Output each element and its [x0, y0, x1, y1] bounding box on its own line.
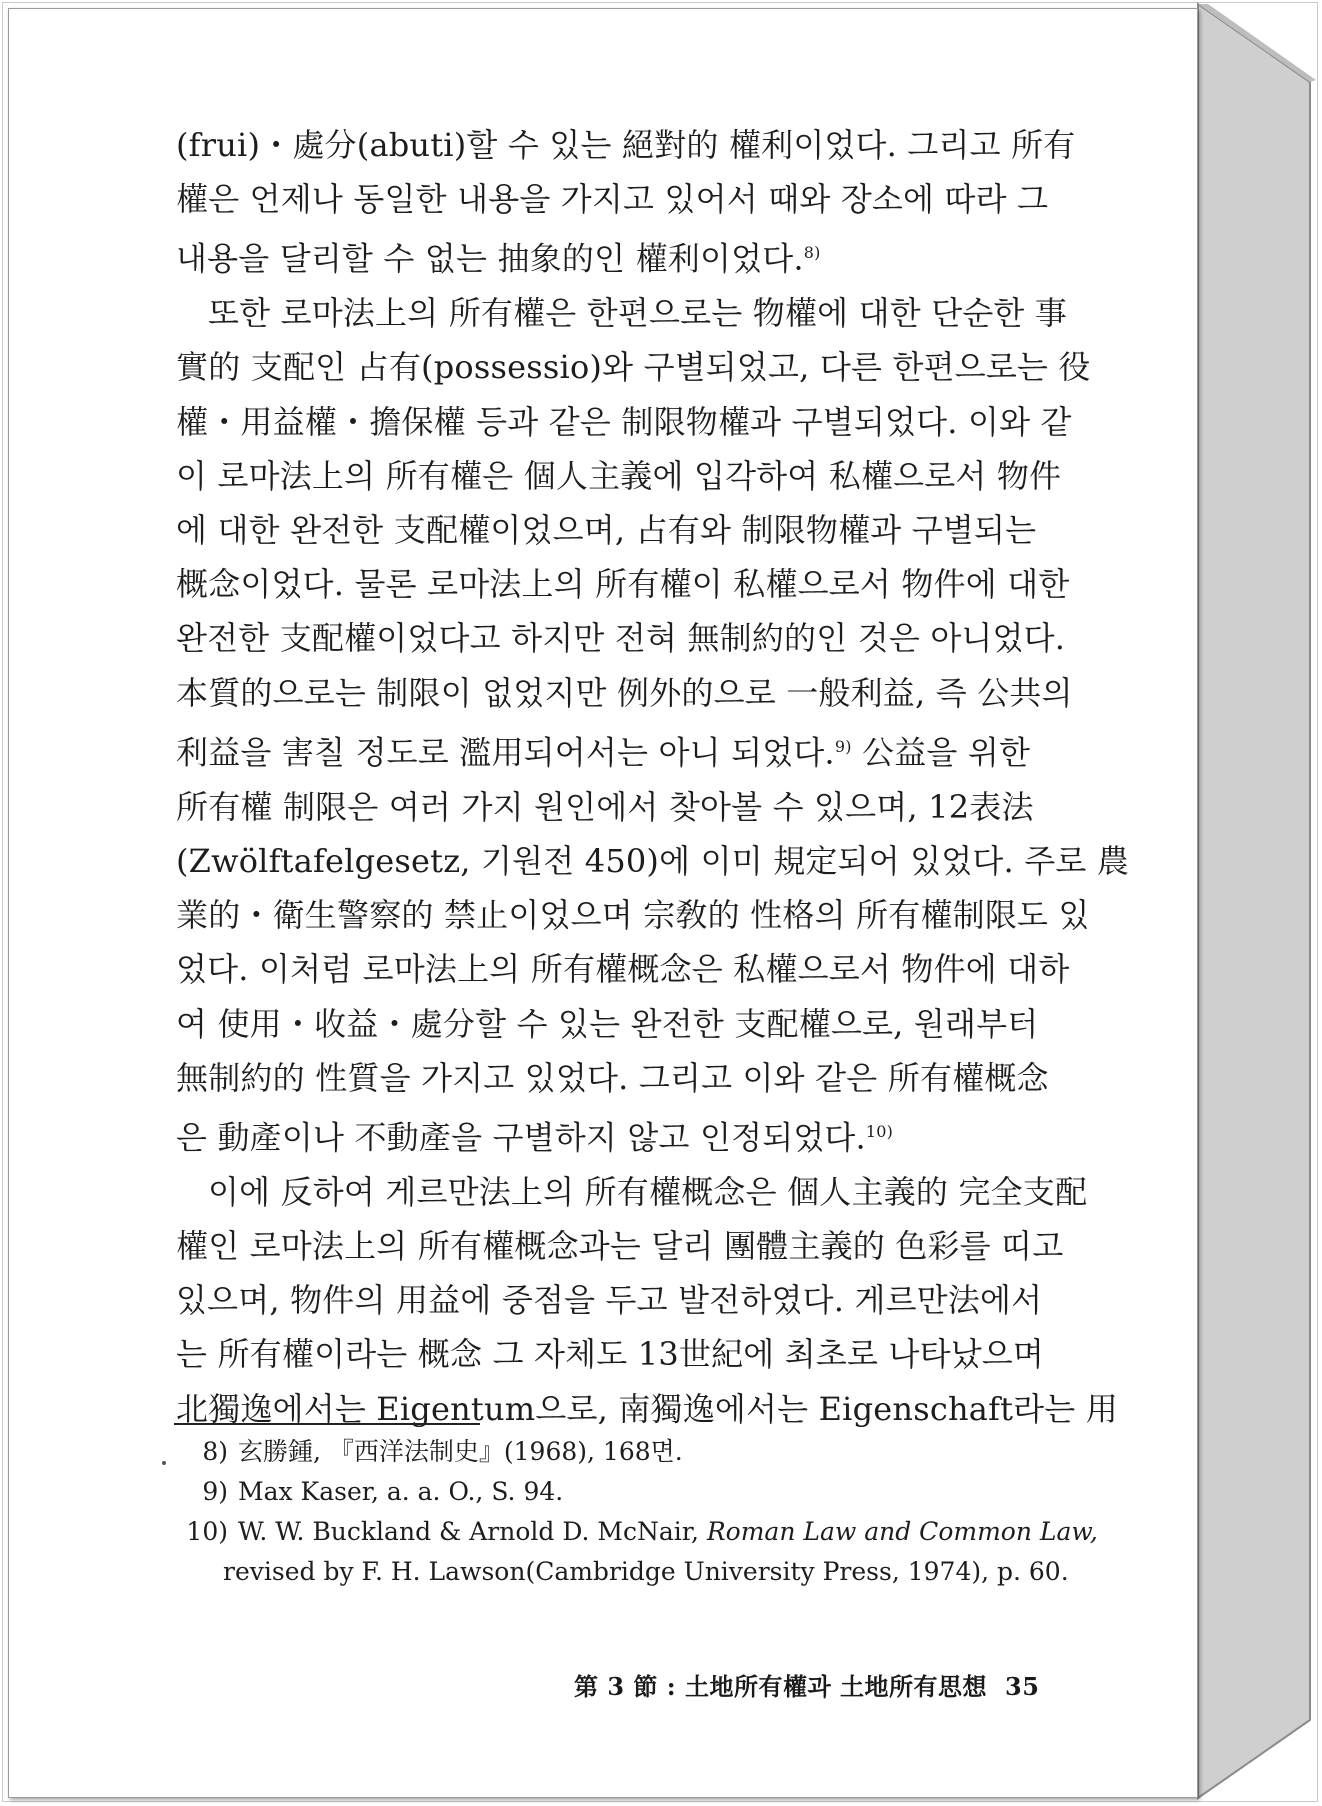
- footnote-9: [178, 1472, 1038, 1512]
- text-line: 완전한 支配權이었다고 하지만 전혀 無制約的인 것은 아니었다.: [176, 619, 1066, 658]
- text-line: 은 動產이나 不動產을 구별하지 않고 인정되었다.$^{10)}$: [176, 1118, 894, 1157]
- footnote-10: [178, 1512, 1098, 1552]
- footnote-text: 玄勝鍾, 『西洋法制史』(1968), 168면.: [238, 1437, 683, 1466]
- text-line: 業的・衛生警察的 禁止이었으며 宗敎的 性格의 所有權制限도 있: [176, 896, 1090, 935]
- footnotes: [178, 1432, 1098, 1592]
- section-title: 第 3 節 : 土地所有權과 土地所有思想: [574, 1672, 988, 1701]
- scan-speck: [162, 1461, 166, 1465]
- text-line: (Zwölftafelgesetz, 기원전 450)에 이미 規定되어 있었다. 주로 農: [176, 841, 1130, 880]
- text-line: (frui)・處分(abuti)할 수 있는 絕對的 權利이었다. 그리고 所有: [176, 126, 1076, 164]
- footnote-8: [178, 1432, 1038, 1472]
- text-line: 여 使用・收益・處分할 수 있는 완전한 支配權으로, 원래부터: [176, 1004, 1039, 1043]
- footnote-text: W. W. Buckland & Arnold D. McNair,: [238, 1517, 707, 1546]
- text-line: 本質的으로는 制限이 없었지만 例外的으로 一般利益, 즉 公共의: [176, 673, 1073, 712]
- text-line: 無制約的 性質을 가지고 있었다. 그리고 이와 같은 所有權概念: [176, 1058, 1049, 1097]
- page-number: 35: [1005, 1672, 1040, 1701]
- text-line: 있으며, 物件의 用益에 중점을 두고 발전하였다. 게르만法에서: [176, 1281, 1043, 1320]
- text-line: 實的 支配인 占有(possessio)와 구별되었고, 다른 한편으로는 役: [176, 348, 1091, 387]
- text-line: 概念이었다. 물론 로마法上의 所有權이 私權으로서 物件에 대한: [176, 565, 1070, 604]
- text-line: 利益을 害칠 정도로 濫用되어서는 아니 되었다.$^{9)}$ 公益을 위한: [176, 733, 1031, 772]
- body-text: [176, 118, 1130, 1436]
- text-line: 權・用益權・擔保權 등과 같은 制限物權과 구별되었다. 이와 같: [176, 402, 1072, 441]
- footnote-number: 10): [186, 1517, 228, 1546]
- footnote-divider: [174, 1423, 480, 1425]
- footnote-number: 9): [202, 1477, 228, 1506]
- text-line: 내용을 달리할 수 없는 抽象的인 權利이었다.$^{8)}$: [176, 240, 821, 279]
- running-footer: [574, 1667, 1039, 1702]
- footnote-ref: 9): [834, 736, 852, 756]
- footnote-number: 8): [202, 1437, 228, 1466]
- footnote-text: revised by F. H. Lawson(Cambridge University Press, 1974), p. 60.: [223, 1557, 1069, 1586]
- text-line: 이에 反하여 게르만法上의 所有權概念은 個人主義的 完全支配: [208, 1172, 1088, 1211]
- footnote-title: Roman Law and Common Law,: [706, 1517, 1098, 1546]
- text-line: 權은 언제나 동일한 내용을 가지고 있어서 때와 장소에 따라 그: [176, 180, 1049, 219]
- footnote-10-continuation: [178, 1552, 1069, 1592]
- footnote-ref: 8): [803, 243, 821, 263]
- text-line: 이 로마法上의 所有權은 個人主義에 입각하여 私權으로서 物件: [176, 456, 1062, 495]
- text-line: 北獨逸에서는 Eigentum으로, 南獨逸에서는 Eigenschaft라는 用: [176, 1389, 1118, 1428]
- text-line: 또한 로마法上의 所有權은 한편으로는 物權에 대한 단순한 事: [208, 294, 1068, 333]
- footnote-ref: 10): [865, 1121, 894, 1141]
- text-line: 所有權 制限은 여러 가지 원인에서 찾아볼 수 있으며, 12表法: [176, 787, 1034, 826]
- text-line: 에 대한 완전한 支配權이었으며, 占有와 制限物權과 구별되는: [176, 511, 1037, 550]
- text-line: 었다. 이처럼 로마法上의 所有權概念은 私權으로서 物件에 대하: [176, 950, 1070, 989]
- text-line: 權인 로마法上의 所有權概念과는 달리 團體主義的 色彩를 띠고: [176, 1227, 1064, 1266]
- text-line: 는 所有權이라는 概念 그 자체도 13世紀에 최초로 나타났으며: [176, 1335, 1045, 1374]
- footnote-text: Max Kaser, a. a. O., S. 94.: [238, 1477, 564, 1506]
